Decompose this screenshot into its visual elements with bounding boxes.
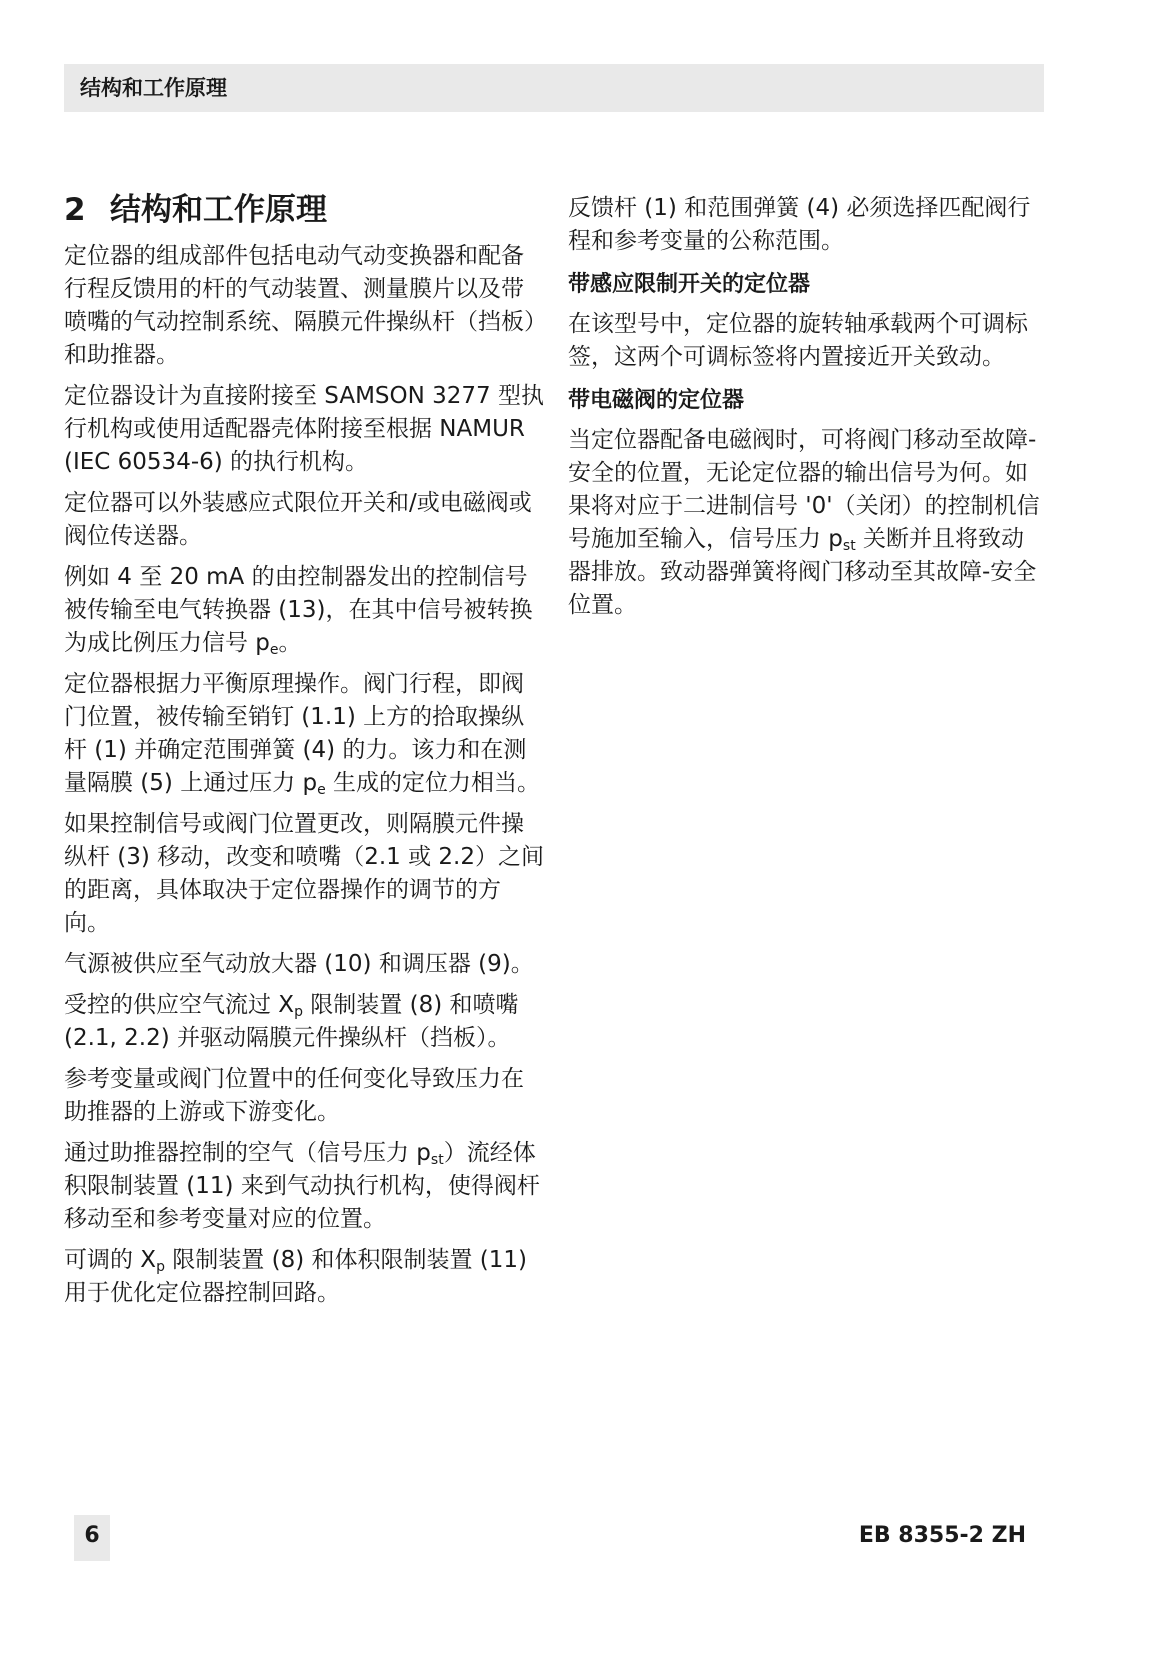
section-heading-solenoid-valve: 带电磁阀的定位器 [568, 388, 745, 413]
paragraph-text: ）流经体积限制装置 (11) 来到气动执行机构，使得阀杆移动至和参考变量对应的位置。 [64, 1140, 540, 1232]
subscript: p [294, 1004, 303, 1020]
chapter-number: 2 [64, 192, 86, 228]
paragraph: 定位器可以外装感应式限位开关和/或电磁阀或阀位传送器。 [64, 490, 532, 549]
paragraph-text: 当定位器配备电磁阀时，可将阀门移动至故障-安全的位置，无论定位器的输出信号为何。如果将对应于二进制信号 '0'（关闭）的控制机信号施加至输入，信号压力 p [568, 427, 1040, 552]
subscript: e [317, 782, 326, 798]
paragraph: 定位器设计为直接附接至 SAMSON 3277 型执行机构或使用适配器壳体附接至根据 NAMUR (IEC 60534-6) 的执行机构。 [64, 383, 544, 475]
paragraph: 反馈杆 (1) 和范围弹簧 (4) 必须选择匹配阀行程和参考变量的公称范围。 [568, 195, 1031, 254]
paragraph-text: 例如 4 至 20 mA 的由控制器发出的控制信号被传输至电气转换器 (13)，在其中信号被转换为成比例压力信号 p [64, 564, 533, 656]
subscript: e [269, 642, 279, 658]
paragraph: 如果控制信号或阀门位置更改，则隔膜元件操纵杆 (3) 移动，改变和喷嘴（2.1 或 2.2）之间的距离，具体取决于定位器操作的调节的方向。 [64, 811, 544, 936]
paragraph: 在该型号中，定位器的旋转轴承载两个可调标签，这两个可调标签将内置接近开关致动。 [568, 311, 1028, 370]
subscript: st [430, 1152, 444, 1168]
section-heading-limit-switch: 带感应限制开关的定位器 [568, 272, 811, 297]
chapter-heading [64, 190, 544, 230]
chapter-title: 结构和工作原理 [110, 192, 327, 228]
paragraph-text: 限制装置 (8) 和体积限制装置 (11) 用于优化定位器控制回路。 [64, 1247, 528, 1306]
paragraph-text: 生成的定位力相当。 [325, 770, 541, 796]
paragraph [64, 989, 544, 1055]
left-column [64, 190, 544, 1318]
paragraph-text: 定位器根据力平衡原理操作。阀门行程，即阀门位置，被传输至销钉 (1.1) 上方的拾取操纵杆 (1) 并确定范围弹簧 (4) 的力。该力和在测量隔膜 (5) 上通过压力 p [64, 671, 527, 796]
paragraph-text: 通过助推器控制的空气（信号压力 p [64, 1140, 431, 1166]
paragraph-text: 。 [278, 630, 302, 656]
subscript: st [842, 538, 856, 554]
paragraph [568, 424, 1044, 622]
paragraph: 参考变量或阀门位置中的任何变化导致压力在助推器的上游或下游变化。 [64, 1066, 524, 1125]
paragraph-text: 受控的供应空气流过 X [64, 992, 295, 1018]
paragraph [64, 668, 544, 800]
subscript: p [156, 1259, 165, 1275]
paragraph-text: 限制装置 (8) 和喷嘴 (2.1, 2.2) 并驱动隔膜元件操纵杆（挡板）。 [64, 992, 519, 1051]
paragraph [64, 1244, 544, 1310]
paragraph: 定位器的组成部件包括电动气动变换器和配备行程反馈用的杆的气动装置、测量膜片以及带喷嘴的气动控制系统、隔膜元件操纵杆（挡板）和助推器。 [64, 243, 536, 368]
right-column [568, 192, 1044, 630]
paragraph-text: 关断并且将致动器排放。致动器弹簧将阀门移动至其故障-安全位置。 [568, 526, 1037, 618]
running-header [64, 64, 1044, 112]
page-number: 6 [84, 1523, 100, 1548]
running-header-title: 结构和工作原理 [80, 76, 227, 100]
paragraph: 气源被供应至气动放大器 (10) 和调压器 (9)。 [64, 951, 534, 977]
document-code: EB 8355-2 ZH [858, 1523, 1026, 1548]
paragraph-text: 可调的 X [64, 1247, 157, 1273]
paragraph [64, 561, 544, 660]
page-number-box [74, 1515, 110, 1561]
paragraph [64, 1137, 544, 1236]
